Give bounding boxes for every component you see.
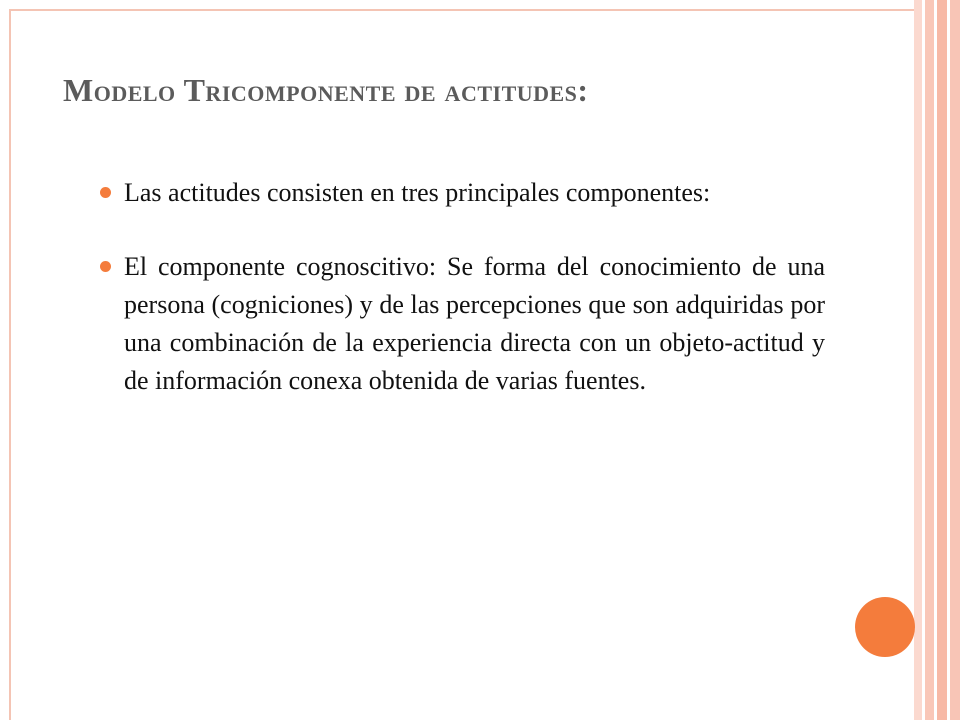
bullet-text: Las actitudes consisten en tres principales componentes: bbox=[124, 178, 711, 207]
stripe bbox=[925, 0, 934, 720]
bullet-dot-icon bbox=[100, 187, 111, 198]
stripe bbox=[914, 0, 922, 720]
bullet-item bbox=[100, 248, 825, 400]
slide-title: Modelo Tricomponente de actitudes: bbox=[63, 72, 589, 108]
decorative-circle bbox=[855, 597, 915, 657]
slide-content bbox=[100, 174, 825, 400]
bullet-text: El componente cognoscitivo: Se forma del conocimiento de una persona (cogniciones) y de las percepciones que son adquiridas por una combinación de la experiencia directa con un objeto-actitud y de información conexa obtenida de varias fuentes. bbox=[124, 252, 825, 395]
decorative-stripes bbox=[914, 0, 960, 720]
bullet-dot-icon bbox=[100, 261, 111, 272]
bullet-item bbox=[100, 174, 825, 212]
stripe bbox=[950, 0, 960, 720]
stripe bbox=[937, 0, 947, 720]
